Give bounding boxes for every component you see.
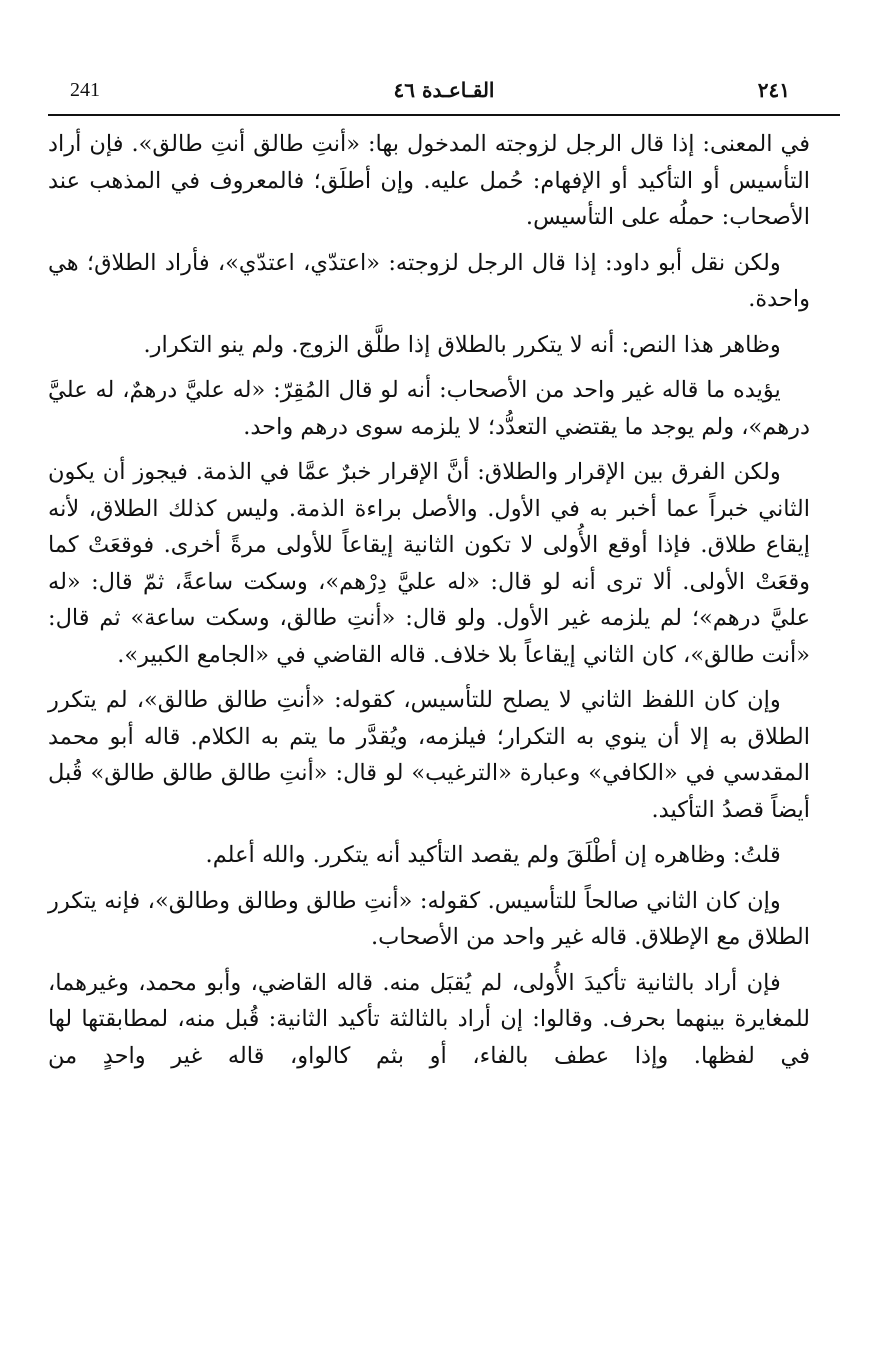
page-body <box>48 126 810 1083</box>
paragraph: ولكن الفرق بين الإقرار والطلاق: أنَّ الإقرار خبرٌ عمَّا في الذمة. فيجوز أن يكون الثاني خبراً عما أخبر به في الأول. والأصل براءة الذمة. وليس كذلك الطلاق، لأنه إيقاع طلاق. فإذا أوقع الأُولى لا تكون الثانية إيقاعاً للأولى مرةً أخرى. فوقعَتْ كما وقعَتْ الأولى. ألا ترى أنه لو قال: «له عليَّ دِرْهم»، وسكت ساعةً، ثمّ قال: «له عليَّ درهم»؛ لم يلزمه غير الأول. ولو قال: «أنتِ طالق، وسكت ساعة» ثم قال: «أنت طالق»، كان الثاني إيقاعاً بلا خلاف. قاله القاضي في «الجامع الكبير». <box>48 459 810 668</box>
page-number-arabic: ٢٤١ <box>757 78 790 102</box>
paragraph: في المعنى: إذا قال الرجل لزوجته المدخول بها: «أنتِ طالق أنتِ طالق». فإن أراد التأسيس أو التأكيد أو الإفهام: حُمل عليه. وإن أطلَق؛ فالمعروف في المذهب عند الأصحاب: حملُه على التأسيس. <box>48 131 810 230</box>
paragraph: قلتُ: وظاهره إن أطْلَقَ ولم يقصد التأكيد أنه يتكرر. والله أعلم. <box>205 842 781 868</box>
page-number-latin: 241 <box>70 79 100 101</box>
paragraph: ولكن نقل أبو داود: إذا قال الرجل لزوجته: «اعتدّي، اعتدّي»، فأراد الطلاق؛ هي واحدة. <box>48 249 810 312</box>
page-header <box>48 74 840 116</box>
paragraph: فإن أراد بالثانية تأكيدَ الأُولى، لم يُقبَل منه. قاله القاضي، وأبو محمد، وغيرهما، للمغايرة بينهما بحرف. وقالوا: إن أراد بالثالثة تأكيد الثانية: قُبل منه، لمطابقتها لها في لفظها. وإذا عطف بالفاء، أو بثم كالواو، قاله غير واحدٍ من <box>48 969 810 1069</box>
paragraph: وإن كان الثاني صالحاً للتأسيس. كقوله: «أنتِ طالق وطالق وطالق»، فإنه يتكرر الطلاق مع الإطلاق. قاله غير واحد من الأصحاب. <box>48 887 810 950</box>
paragraph: يؤيده ما قاله غير واحد من الأصحاب: أنه لو قال المُقِرّ: «له عليَّ درهمٌ، له عليَّ درهم»، ولم يوجد ما يقتضي التعدُّد؛ لا يلزمه سوى درهم واحد. <box>48 377 810 440</box>
paragraph: وظاهر هذا النص: أنه لا يتكرر بالطلاق إذا طلَّق الزوج. ولم ينو التكرار. <box>143 331 781 358</box>
paragraph: وإن كان اللفظ الثاني لا يصلح للتأسيس، كقوله: «أنتِ طالق طالق»، لم يتكرر الطلاق به إلا أن ينوي به التكرار؛ فيلزمه، ويُقدَّر ما يتم به الكلام. قاله أبو محمد المقدسي في «الكافي» وعبارة «الترغيب» لو قال: «أنتِ طالق طالق طالق» قُبل أيضاً قصدُ التأكيد. <box>48 687 810 823</box>
chapter-title: القـاعـدة ٤٦ <box>393 78 495 102</box>
